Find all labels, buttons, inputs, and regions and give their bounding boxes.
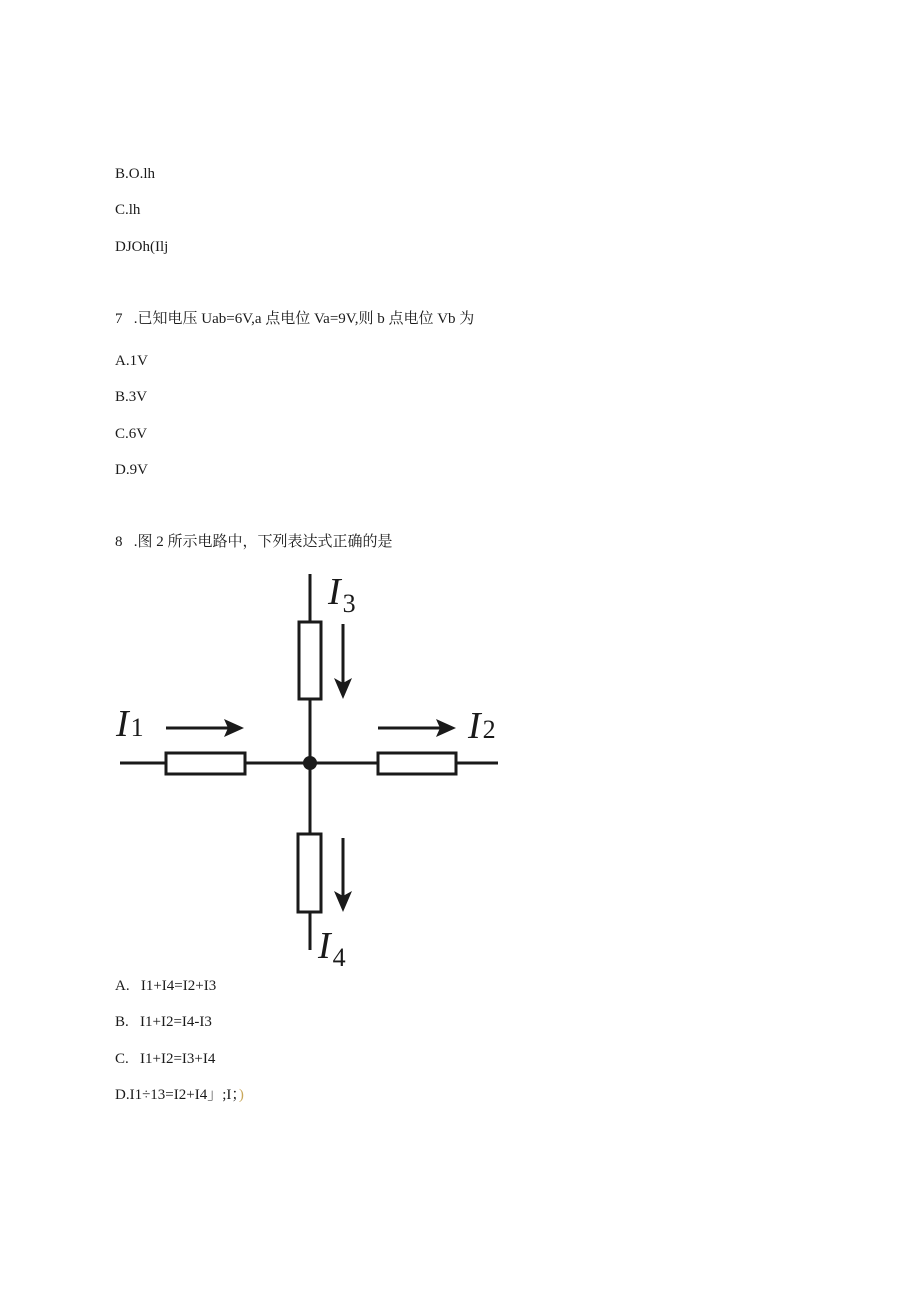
option-d-text: D.I1÷13=I2+I4」;I； [115, 1087, 239, 1103]
option-b-text: I1+I2=I4-I3 [140, 1014, 212, 1030]
label-i3: $I_3$ [328, 571, 356, 618]
question-8-spacer [123, 534, 134, 550]
question-7-spacer [123, 311, 134, 327]
question-8-option-a [115, 977, 216, 995]
option-a-text: I1+I4=I2+I3 [140, 978, 217, 994]
question-8-stem [115, 533, 393, 551]
question-8-number: 8 [115, 534, 123, 550]
option-d-prev: DJOh(Ilj [115, 239, 169, 255]
arrow-i2 [378, 719, 456, 737]
option-b-letter: B. [115, 1014, 129, 1030]
label-i1: I1 [116, 703, 144, 745]
option-c-prev: C.lh [115, 202, 141, 218]
resistor-i1 [166, 753, 245, 774]
option-c-letter: C. [115, 1051, 129, 1067]
arrow-i3 [334, 624, 352, 699]
question-7-option-b: B.3V [115, 389, 148, 405]
question-7-number: 7 [115, 311, 123, 327]
option-c-gap [129, 1051, 140, 1067]
label-i2: I2 [468, 705, 496, 747]
resistor-i3 [299, 622, 321, 699]
arrow-i4 [334, 838, 352, 912]
option-a-letter: A. [115, 978, 130, 994]
question-7-stem [115, 310, 474, 328]
question-8-option-c [115, 1050, 215, 1068]
option-d-stray-mark: ) [238, 1087, 244, 1103]
circuit-svg [110, 566, 510, 974]
option-c-text: I1+I2=I3+I4 [140, 1051, 216, 1067]
option-b-gap [129, 1014, 140, 1030]
label-i4: $I_4$ [318, 925, 346, 972]
resistor-i2 [378, 753, 456, 774]
option-a-gap [130, 978, 141, 994]
question-8-option-b [115, 1013, 212, 1031]
arrow-i1 [166, 719, 244, 737]
question-7-option-d: D.9V [115, 462, 148, 478]
resistor-i4 [298, 834, 321, 912]
question-7-option-c: C.6V [115, 426, 148, 442]
question-7-option-a: A.1V [115, 353, 148, 369]
question-8-option-d [115, 1086, 244, 1104]
junction-node [303, 756, 317, 770]
question-7-text: .已知电压 Uab=6V,a 点电位 Va=9V,则 b 点电位 Vb 为 [133, 311, 475, 327]
question-8-text: .图 2 所示电路中，下列表达式正确的是 [133, 534, 393, 550]
option-b-prev: B.O.lh [115, 166, 156, 182]
circuit-diagram [110, 566, 510, 974]
